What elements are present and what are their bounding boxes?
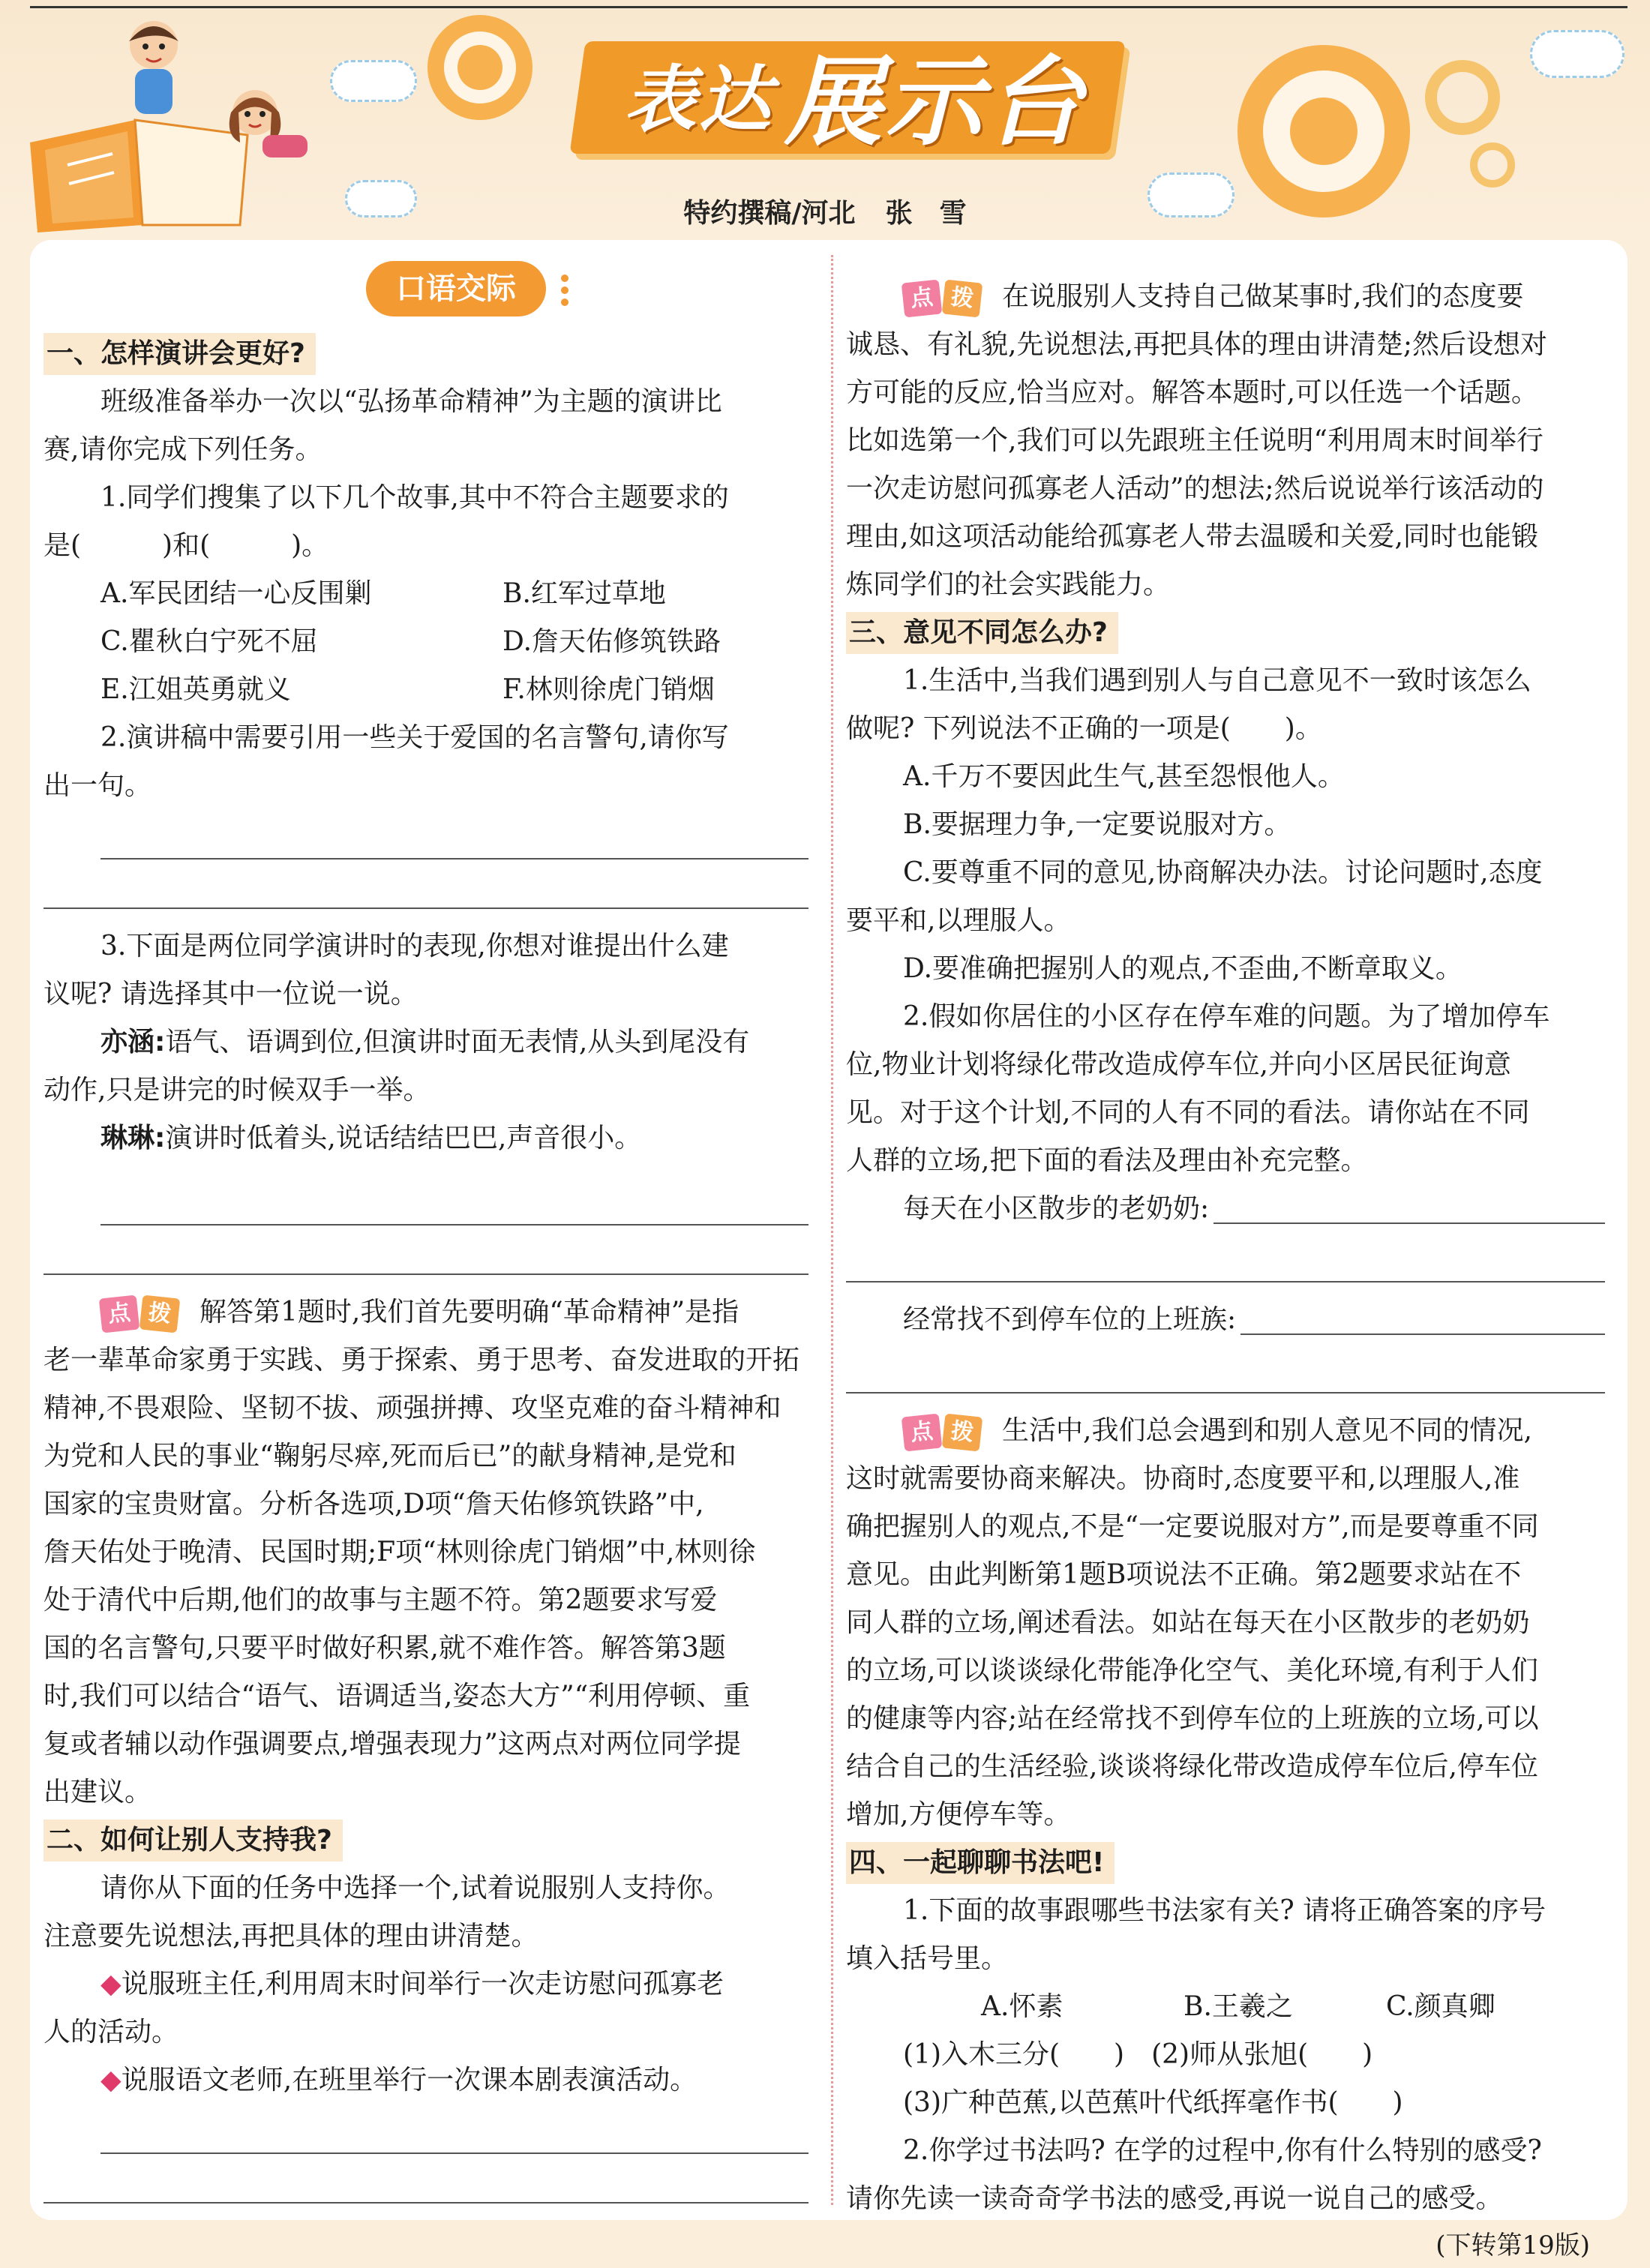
tip-badge-char: 点 [902,1414,943,1452]
s1-intro-line: 赛,请你完成下列任务。 [44,434,322,465]
s4-question-2-line: 请你先读一读奇奇学书法的感受,再说一说自己的感受。 [846,2183,1503,2214]
tip-3-line: 同人群的立场,阐述看法。如站在每天在小区散步的老奶奶 [846,1607,1530,1638]
answer-line[interactable] [846,1233,1605,1282]
tip-badge-char: 拨 [140,1295,181,1334]
ring-decoration [458,45,502,90]
option-a: A.军民团结一心反围剿 [100,578,372,609]
tip-2-line: 理由,如这项活动能给孤寡老人带去温暖和关爱,同时也能锻 [846,521,1538,552]
tip-3-text: 生活中,我们总会遇到和别人意见不同的情况, [1002,1415,1532,1446]
tip-2-line [846,273,1605,321]
s1-intro-line: 班级准备举办一次以“弘扬革命精神”为主题的演讲比 [100,386,722,417]
cloud-decoration [330,60,417,102]
s4-items-line: (3)广种芭蕉,以芭蕉叶代纸挥毫作书( ) [903,2087,1403,2118]
dots-decoration [561,274,572,310]
tip-2-line: 炼同学们的社会实践能力。 [846,569,1171,600]
ring-decoration [1425,60,1500,135]
right-column [846,248,1605,2268]
title-part-1: 表达 [623,57,774,142]
option-e: E.江姐英勇就义 [100,674,291,705]
s3-option-a: A.千万不要因此生气,甚至怨恨他人。 [903,761,1345,792]
question-2-line: 2.演讲稿中需要引用一些关于爱国的名言警句,请你写 [100,722,729,753]
title-part-2: 展示台 [784,44,1086,159]
options-row [44,618,808,666]
answer-line[interactable] [44,1226,808,1275]
yihan-line [44,1018,808,1066]
byline-prefix: 特约撰稿/河北 [683,198,856,229]
tip-1-line: 复或者辅以动作强调要点,增强表现力”这两点对两位同学提 [44,1729,741,1760]
answer-line[interactable] [100,2104,808,2154]
option-d: D.詹天佑修筑铁路 [502,626,722,657]
worker-answer-row [846,1296,1605,1344]
section-1-title: 一、怎样演讲会更好? [44,333,316,375]
s2-intro-line: 请你从下面的任务中选择一个,试着说服别人支持你。 [100,1873,730,1904]
calligrapher-a: A.怀素 [981,1991,1064,2022]
section-3-title: 三、意见不同怎么办? [846,612,1118,654]
column-divider [831,255,833,2205]
page-title [592,30,1118,158]
worker-answer-line[interactable] [1240,1334,1605,1335]
question-3-line: 3.下面是两位同学演讲时的表现,你想对谁提出什么建 [100,931,729,962]
tip-2-line: 诚恳、有礼貌,先说想法,再把具体的理由讲清楚;然后设想对 [846,329,1548,360]
task-1-line [44,1960,808,2008]
s3-question-1-line: 1.生活中,当我们遇到别人与自己意见不一致时该怎么 [903,665,1532,696]
option-f: F.林则徐虎门销烟 [502,674,715,705]
s3-question-2-line: 2.假如你居住的小区存在停车难的问题。为了增加停车 [903,1001,1550,1032]
s2-intro-line: 注意要先说想法,再把具体的理由讲清楚。 [44,1921,538,1952]
answer-line[interactable] [846,1344,1605,1394]
tip-3-line: 的健康等内容;站在经常找不到停车位的上班族的立场,可以 [846,1703,1539,1734]
options-row [44,570,808,618]
option-c: C.瞿秋白宁死不屈 [100,626,318,657]
tip-1-line: 詹天佑处于晚清、民国时期;F项“林则徐虎门销烟”中,林则徐 [44,1537,756,1568]
tip-1-line: 国的名言警句,只要平时做好积累,就不难作答。解答第3题 [44,1633,726,1664]
girl-illustration [218,82,308,165]
tip-3-line: 结合自己的生活经验,谈谈将绿化带改造成停车位后,停车位 [846,1751,1538,1782]
s3-question-2-line: 位,物业计划将绿化带改造成停车位,并向小区居民征询意 [846,1049,1511,1080]
answer-line[interactable] [44,2154,808,2204]
tip-1-text: 解答第1题时,我们首先要明确“革命精神”是指 [200,1297,740,1328]
continued-note: (下转第19版) [1436,2230,1590,2260]
byline-author: 张 雪 [885,198,967,229]
answer-line[interactable] [100,1176,808,1226]
s3-option-b: B.要据理力争,一定要说服对方。 [903,809,1292,840]
tip-badge [100,1297,182,1331]
s3-question-2-line: 人群的立场,把下面的看法及理由补充完整。 [846,1145,1368,1176]
tip-1-line: 精神,不畏艰险、坚韧不拔、顽强拼搏、攻坚克难的奋斗精神和 [44,1393,782,1424]
task-1-line-2: 人的活动。 [44,2017,179,2048]
tip-1-line [44,1288,808,1336]
linlin-line [44,1114,808,1162]
s3-option-c: C.要尊重不同的意见,协商解决办法。讨论问题时,态度 [903,857,1543,888]
s3-question-2-line: 见。对于这个计划,不同的人有不同的看法。请你站在不同 [846,1097,1530,1128]
linlin-text: 演讲时低着头,说话结结巴巴,声音很小。 [165,1123,642,1154]
question-1-line: 是( )和( )。 [44,530,329,561]
tip-3-line [846,1407,1605,1455]
tip-2-line: 比如选第一个,我们可以先跟班主任说明“利用周末时间举行 [846,425,1544,456]
s3-option-c-2: 要平和,以理服人。 [846,905,1071,936]
diamond-icon: ◆ [100,1969,122,2000]
left-column [44,248,808,2204]
calligrapher-b: B.王羲之 [1184,1991,1293,2022]
yihan-line-2: 动作,只是讲完的时候双手一举。 [44,1075,430,1106]
grandma-label: 每天在小区散步的老奶奶: [903,1193,1210,1224]
task-2-line [44,2056,808,2104]
tip-1-line: 出建议。 [44,1777,152,1808]
linlin-name: 琳琳: [100,1123,166,1154]
s4-question-2-line: 2.你学过书法吗? 在学的过程中,你有什么特别的感受? [903,2135,1542,2166]
answer-line[interactable] [100,810,808,860]
tip-badge [903,1415,984,1450]
tip-badge-char: 点 [99,1295,140,1334]
section-4-title: 四、一起聊聊书法吧! [846,1842,1114,1884]
task-2-text: 说服语文老师,在班里举行一次课本剧表演活动。 [121,2065,698,2096]
top-rule [30,6,1628,8]
ring-decoration [1290,98,1358,165]
s4-question-1-line: 1.下面的故事跟哪些书法家有关? 请将正确答案的序号 [903,1895,1546,1926]
calligrapher-options [846,1983,1605,2031]
question-1-line: 1.同学们搜集了以下几个故事,其中不符合主题要求的 [100,482,729,513]
tip-1-line: 国家的宝贵财富。分析各选项,D项“詹天佑修筑铁路”中, [44,1489,704,1520]
grandma-answer-row [846,1185,1605,1233]
tip-3-line: 这时就需要协商来解决。协商时,态度要平和,以理服人,准 [846,1463,1520,1494]
s3-question-1-line: 做呢? 下列说法不正确的一项是( )。 [846,713,1322,744]
tip-2-line: 方可能的反应,恰当应对。解答本题时,可以任选一个话题。 [846,377,1538,408]
boy-illustration [112,15,195,128]
tip-badge-char: 点 [902,280,943,318]
oral-badge-label: 口语交际 [396,272,516,306]
tip-2-line: 一次走访慰问孤寡老人活动”的想法;然后说说举行该活动的 [846,473,1544,504]
tip-3-line: 增加,方便停车等。 [846,1799,1071,1830]
tip-badge-char: 拨 [942,280,983,318]
option-b: B.红军过草地 [502,578,666,609]
tip-1-line: 老一辈革命家勇于实践、勇于探索、勇于思考、奋发进取的开拓 [44,1345,800,1376]
tip-badge [903,281,984,316]
question-3-line: 议呢? 请选择其中一位说一说。 [44,979,418,1010]
calligrapher-c: C.颜真卿 [1386,1991,1496,2022]
byline [0,192,1650,230]
tip-1-line: 处于清代中后期,他们的故事与主题不符。第2题要求写爱 [44,1585,718,1616]
tip-badge-char: 拨 [942,1414,983,1452]
question-2-line: 出一句。 [44,770,152,801]
s3-option-d: D.要准确把握别人的观点,不歪曲,不断章取义。 [903,953,1462,984]
tip-1-line: 为党和人民的事业“鞠躬尽瘁,死而后已”的献身精神,是党和 [44,1441,736,1472]
grandma-answer-line[interactable] [1214,1222,1605,1224]
tip-3-line: 的立场,可以谈谈绿化带能净化空气、美化环境,有利于人们 [846,1655,1538,1686]
diamond-icon: ◆ [100,2065,122,2096]
yihan-text: 语气、语调到位,但演讲时面无表情,从头到尾没有 [165,1027,750,1058]
cloud-decoration [1530,30,1624,78]
tip-1-line: 时,我们可以结合“语气、语调适当,姿态大方”“利用停顿、重 [44,1681,751,1712]
tip-2-text: 在说服别人支持自己做某事时,我们的态度要 [1002,281,1524,312]
section-2-title: 二、如何让别人支持我? [44,1820,343,1862]
s4-question-1-line: 填入括号里。 [846,1943,1009,1974]
s4-items-line: (1)入木三分( ) (2)师从张旭( ) [903,2039,1373,2070]
yihan-name: 亦涵: [100,1027,166,1058]
task-1-text: 说服班主任,利用周末时间举行一次走访慰问孤寡老 [121,1969,724,2000]
ring-decoration [1470,142,1515,188]
tip-3-line: 意见。由此判断第1题B项说法不正确。第2题要求站在不 [846,1559,1522,1590]
header-banner [0,0,1650,248]
options-row [44,666,808,714]
tip-3-line: 确把握别人的观点,不是“一定要说服对方”,而是要尊重不同 [846,1511,1539,1542]
oral-communication-badge [366,261,546,316]
worker-label: 经常找不到停车位的上班族: [903,1304,1237,1335]
answer-line[interactable] [44,860,808,909]
